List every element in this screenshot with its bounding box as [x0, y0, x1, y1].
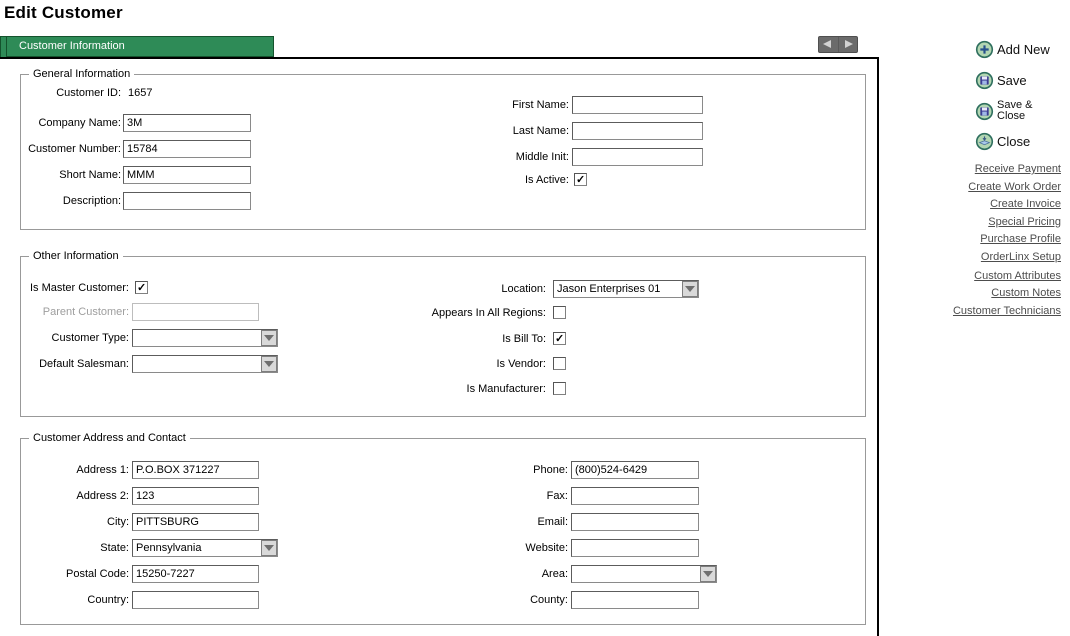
country-label: Country:: [87, 594, 129, 606]
link-custom-notes[interactable]: Custom Notes: [991, 287, 1061, 299]
save-label: Save: [997, 73, 1027, 88]
county-label: County:: [530, 594, 568, 606]
middle-init-label: Middle Init:: [515, 151, 569, 163]
close-button[interactable]: [975, 132, 1030, 151]
address1-label: Address 1:: [76, 464, 129, 476]
customer-id-value: 1657: [128, 87, 153, 99]
first-name-label: First Name:: [512, 99, 569, 111]
customer-id-label: Customer ID:: [56, 87, 121, 99]
is-bill-to-checkbox[interactable]: [553, 332, 566, 345]
save-and-close-button[interactable]: [975, 100, 1032, 122]
is-vendor-checkbox[interactable]: [553, 357, 566, 370]
customer-type-combo[interactable]: [132, 329, 278, 347]
default-salesman-combo[interactable]: [132, 355, 278, 373]
parent-customer-input: [132, 303, 259, 321]
dropdown-arrow-icon[interactable]: [261, 330, 277, 346]
middle-init-input[interactable]: [572, 148, 703, 166]
fax-input[interactable]: [571, 487, 699, 505]
form-panel: [0, 57, 879, 636]
add-new-button[interactable]: [975, 40, 1050, 59]
combo-value: Pennsylvania: [136, 542, 202, 554]
is-manufacturer-checkbox[interactable]: [553, 382, 566, 395]
address2-label: Address 2:: [76, 490, 129, 502]
default-salesman-label: Default Salesman:: [39, 358, 129, 370]
group-legend: Customer Address and Contact: [29, 432, 190, 444]
county-input[interactable]: [571, 591, 699, 609]
is-active-label: Is Active:: [524, 174, 569, 186]
state-label: State:: [100, 542, 129, 554]
company-name-label: Company Name:: [38, 117, 121, 129]
checkmark-icon: ✓: [137, 282, 147, 294]
is-master-customer-checkbox[interactable]: [135, 281, 148, 294]
state-combo[interactable]: [132, 539, 278, 557]
group-general-information: [20, 68, 866, 230]
floppy-icon: [975, 102, 994, 121]
description-label: Description:: [62, 195, 121, 207]
link-purchase-profile[interactable]: Purchase Profile: [980, 233, 1061, 245]
link-customer-technicians[interactable]: Customer Technicians: [952, 305, 1061, 317]
appears-in-all-regions-checkbox[interactable]: [553, 306, 566, 319]
is-master-customer-label: Is Master Customer:: [29, 282, 129, 294]
first-name-input[interactable]: [572, 96, 703, 114]
city-label: City:: [107, 516, 129, 528]
fax-label: Fax:: [546, 490, 568, 502]
group-customer-address: [20, 432, 866, 625]
phone-label: Phone:: [533, 464, 568, 476]
parent-customer-label: Parent Customer:: [42, 306, 129, 318]
record-navigator: [818, 36, 858, 53]
link-orderlinx-setup[interactable]: OrderLinx Setup: [980, 251, 1061, 263]
group-legend: Other Information: [29, 250, 123, 262]
is-vendor-label: Is Vendor:: [496, 358, 546, 370]
last-name-input[interactable]: [572, 122, 703, 140]
appears-in-all-regions-label: Appears In All Regions:: [431, 307, 546, 319]
short-name-label: Short Name:: [59, 169, 121, 181]
combo-value: Jason Enterprises 01: [557, 283, 661, 295]
website-input[interactable]: [571, 539, 699, 557]
next-record-button[interactable]: [838, 37, 857, 52]
group-legend: General Information: [29, 68, 134, 80]
address1-input[interactable]: [132, 461, 259, 479]
country-input[interactable]: [132, 591, 259, 609]
customer-type-label: Customer Type:: [51, 332, 129, 344]
postal-code-label: Postal Code:: [66, 568, 129, 580]
dropdown-arrow-icon[interactable]: [700, 566, 716, 582]
right-arrow-icon: [845, 40, 853, 48]
checkmark-icon: ✓: [576, 174, 586, 186]
address2-input[interactable]: [132, 487, 259, 505]
is-manufacturer-label: Is Manufacturer:: [466, 383, 546, 395]
description-input[interactable]: [123, 192, 251, 210]
tab-customer-information[interactable]: Customer Information: [6, 36, 274, 57]
customer-number-input[interactable]: [123, 140, 251, 158]
dropdown-arrow-icon[interactable]: [682, 281, 698, 297]
area-label: Area:: [541, 568, 568, 580]
company-name-input[interactable]: [123, 114, 251, 132]
add-new-label: Add New: [997, 42, 1050, 57]
plus-icon: [975, 40, 994, 59]
link-create-invoice[interactable]: Create Invoice: [990, 198, 1061, 210]
dropdown-arrow-icon[interactable]: [261, 356, 277, 372]
website-label: Website:: [525, 542, 568, 554]
link-special-pricing[interactable]: Special Pricing: [988, 216, 1061, 228]
save-and-close-label: Save & Close: [997, 99, 1033, 122]
short-name-input[interactable]: [123, 166, 251, 184]
group-other-information: [20, 250, 866, 417]
last-name-label: Last Name:: [512, 125, 569, 137]
location-combo[interactable]: [553, 280, 699, 298]
floppy-icon: [975, 71, 994, 90]
close-label: Close: [997, 134, 1031, 149]
page-title: Edit Customer: [4, 3, 123, 22]
left-arrow-icon: [823, 40, 831, 48]
email-label: Email:: [537, 516, 568, 528]
email-input[interactable]: [571, 513, 699, 531]
save-button[interactable]: [975, 71, 1027, 90]
location-label: Location:: [501, 283, 546, 295]
dropdown-arrow-icon[interactable]: [261, 540, 277, 556]
area-combo[interactable]: [571, 565, 717, 583]
link-custom-attributes[interactable]: Custom Attributes: [974, 270, 1061, 282]
postal-code-input[interactable]: [132, 565, 259, 583]
link-create-work-order[interactable]: Create Work Order: [968, 181, 1061, 193]
is-active-checkbox[interactable]: [574, 173, 587, 186]
link-receive-payment[interactable]: Receive Payment: [974, 163, 1061, 175]
is-bill-to-label: Is Bill To:: [502, 333, 546, 345]
exit-icon: [975, 132, 994, 151]
customer-number-label: Customer Number:: [28, 143, 121, 155]
checkmark-icon: ✓: [555, 333, 565, 345]
city-input[interactable]: [132, 513, 259, 531]
phone-input[interactable]: [571, 461, 699, 479]
prev-record-button[interactable]: [819, 37, 838, 52]
